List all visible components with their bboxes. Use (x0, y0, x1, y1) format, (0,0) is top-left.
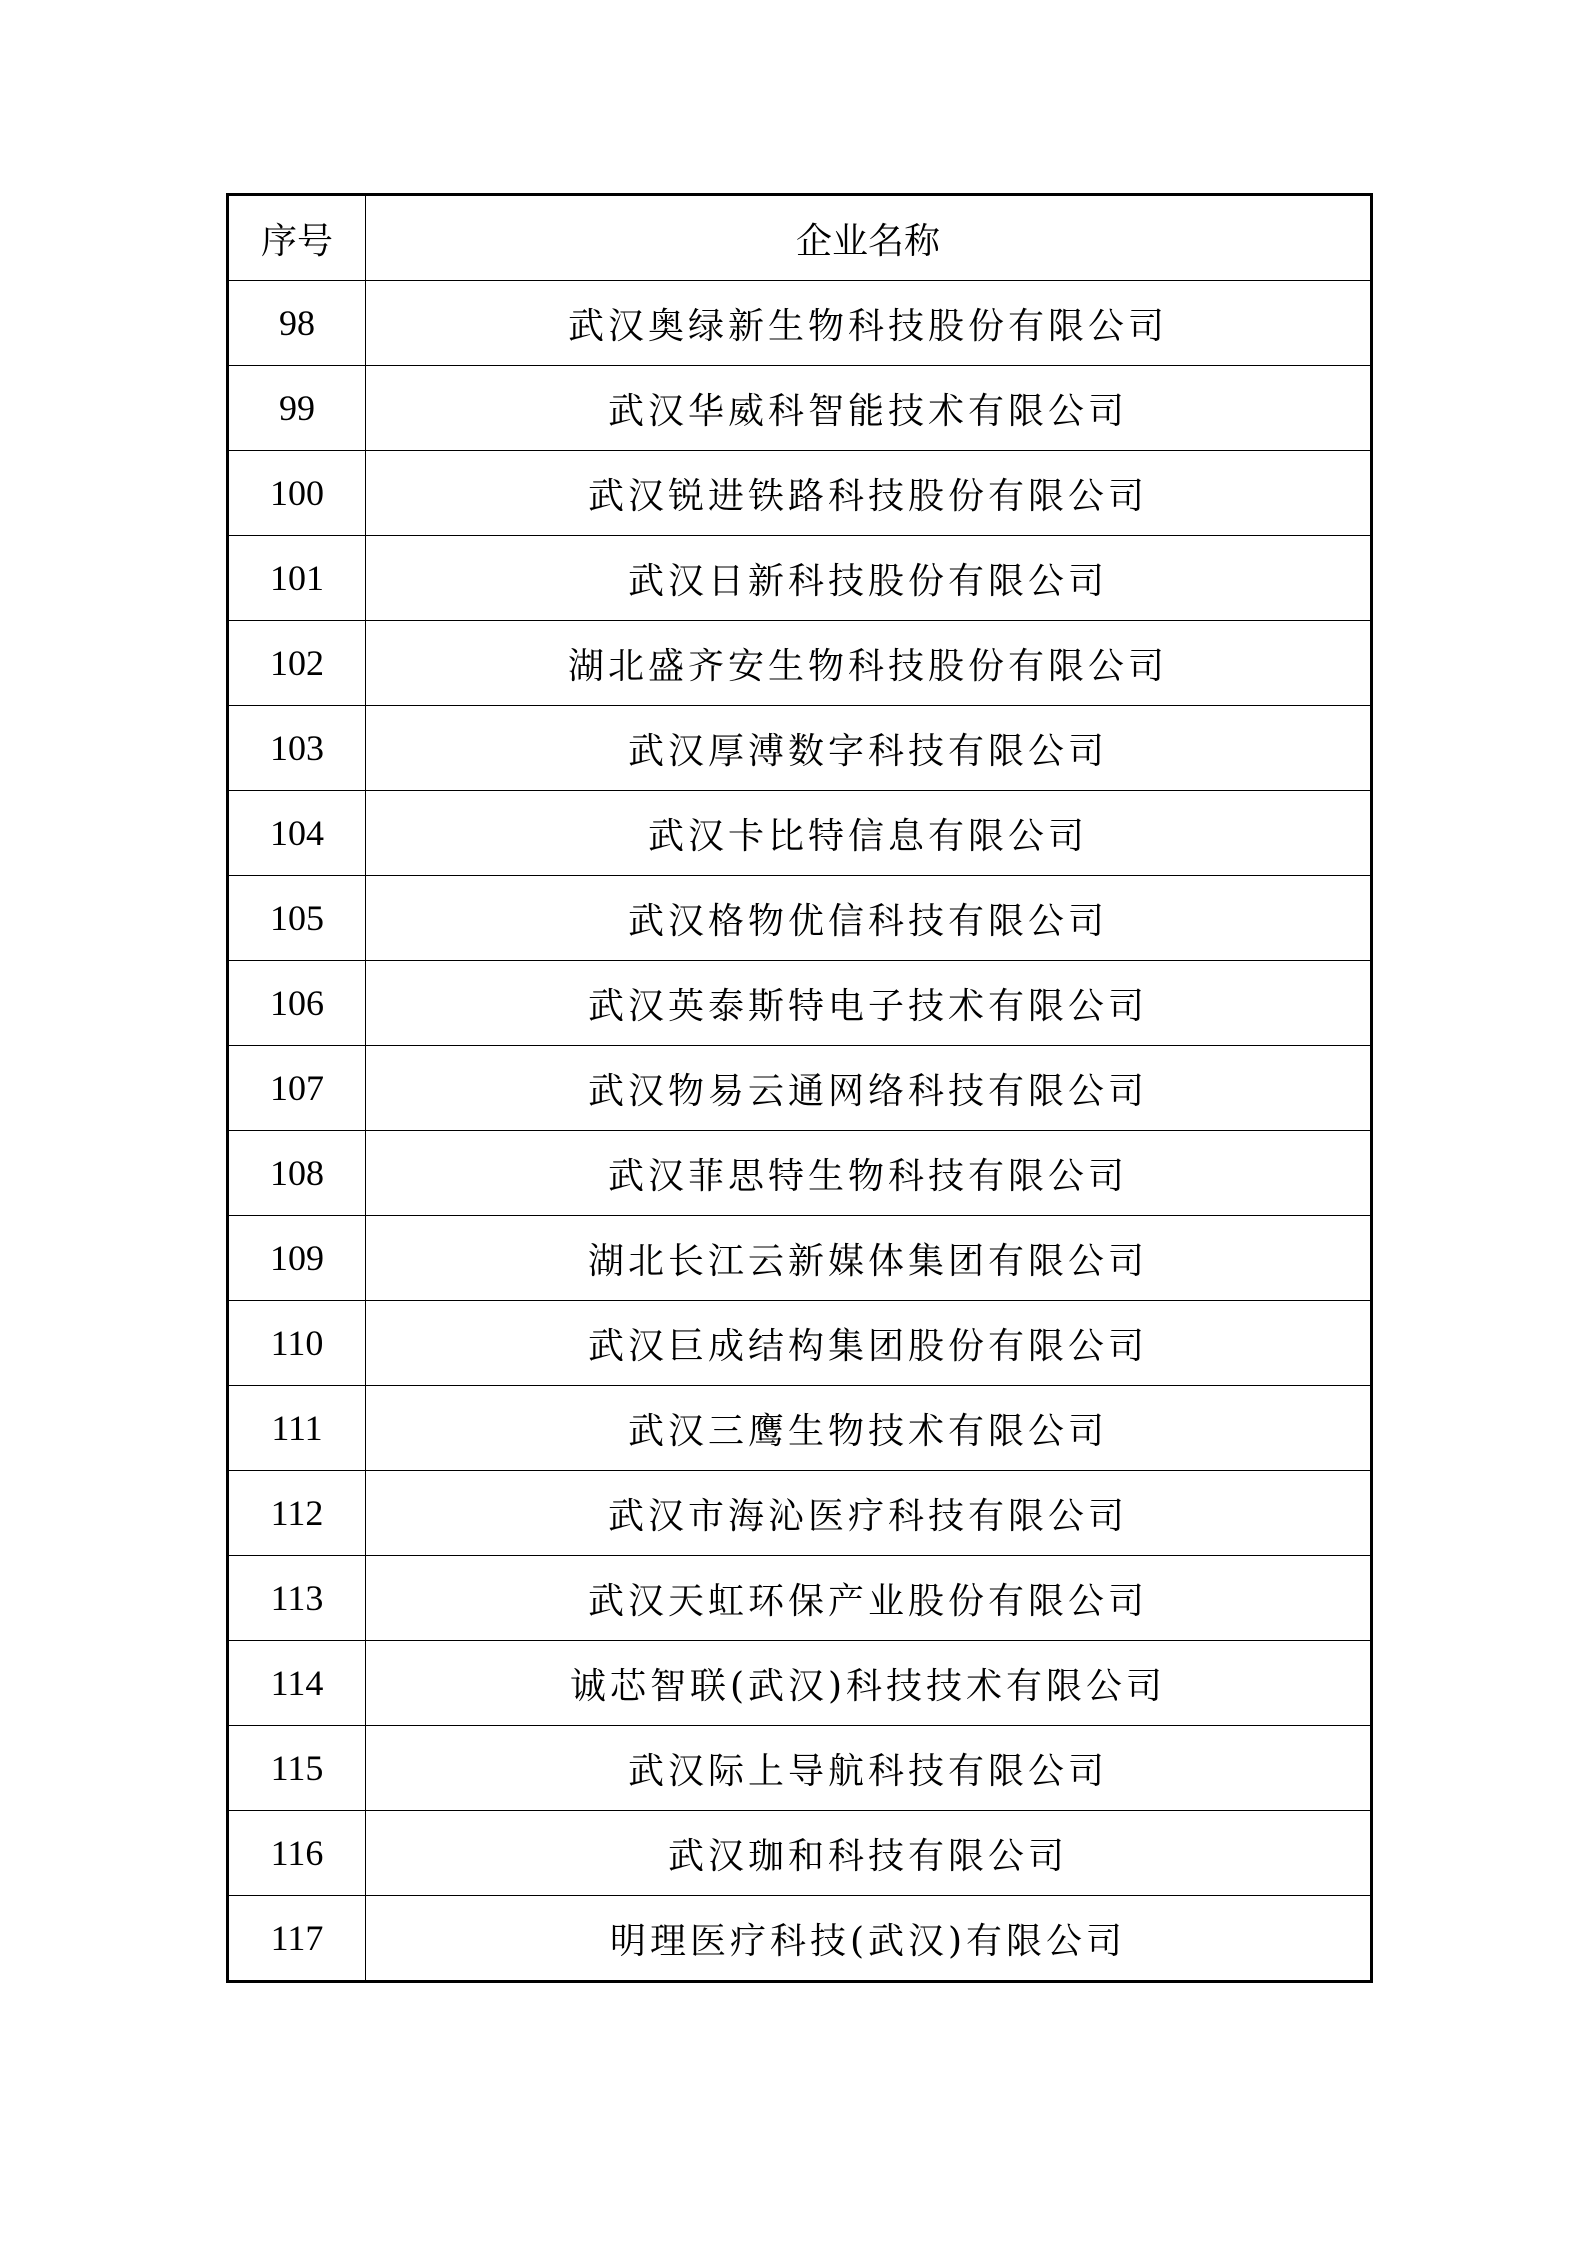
enterprise-name-cell: 武汉物易云通网络科技有限公司 (366, 1046, 1372, 1131)
enterprise-name-cell: 武汉际上导航科技有限公司 (366, 1726, 1372, 1811)
enterprise-name-cell: 武汉珈和科技有限公司 (366, 1811, 1372, 1896)
serial-number-cell: 103 (228, 706, 366, 791)
enterprise-name-cell: 诚芯智联(武汉)科技技术有限公司 (366, 1641, 1372, 1726)
table-row (228, 1811, 1372, 1896)
table-row (228, 706, 1372, 791)
table-row (228, 451, 1372, 536)
table-row (228, 1301, 1372, 1386)
table-row (228, 1471, 1372, 1556)
serial-number-cell: 114 (228, 1641, 366, 1726)
enterprise-name-cell: 湖北盛齐安生物科技股份有限公司 (366, 621, 1372, 706)
serial-number-cell: 109 (228, 1216, 366, 1301)
table-row (228, 1131, 1372, 1216)
table-row (228, 1386, 1372, 1471)
serial-number-cell: 99 (228, 366, 366, 451)
table-row (228, 791, 1372, 876)
table-row (228, 1896, 1372, 1982)
enterprise-name-cell: 武汉格物优信科技有限公司 (366, 876, 1372, 961)
enterprise-table (226, 193, 1373, 1983)
serial-number-cell: 98 (228, 281, 366, 366)
enterprise-name-cell: 武汉菲思特生物科技有限公司 (366, 1131, 1372, 1216)
enterprise-name-cell: 明理医疗科技(武汉)有限公司 (366, 1896, 1372, 1982)
enterprise-name-cell: 武汉三鹰生物技术有限公司 (366, 1386, 1372, 1471)
header-enterprise-name: 企业名称 (366, 195, 1372, 281)
serial-number-cell: 112 (228, 1471, 366, 1556)
serial-number-cell: 106 (228, 961, 366, 1046)
table-row (228, 961, 1372, 1046)
enterprise-name-cell: 武汉卡比特信息有限公司 (366, 791, 1372, 876)
table-row (228, 366, 1372, 451)
enterprise-name-cell: 武汉巨成结构集团股份有限公司 (366, 1301, 1372, 1386)
serial-number-cell: 104 (228, 791, 366, 876)
enterprise-name-cell: 武汉奥绿新生物科技股份有限公司 (366, 281, 1372, 366)
enterprise-name-cell: 湖北长江云新媒体集团有限公司 (366, 1216, 1372, 1301)
enterprise-name-cell: 武汉厚溥数字科技有限公司 (366, 706, 1372, 791)
serial-number-cell: 108 (228, 1131, 366, 1216)
serial-number-cell: 101 (228, 536, 366, 621)
enterprise-name-cell: 武汉华威科智能技术有限公司 (366, 366, 1372, 451)
serial-number-cell: 113 (228, 1556, 366, 1641)
serial-number-cell: 117 (228, 1896, 366, 1982)
table-body (228, 281, 1372, 1982)
table-row (228, 536, 1372, 621)
table-row (228, 621, 1372, 706)
serial-number-cell: 110 (228, 1301, 366, 1386)
serial-number-cell: 102 (228, 621, 366, 706)
table-row (228, 1726, 1372, 1811)
enterprise-name-cell: 武汉市海沁医疗科技有限公司 (366, 1471, 1372, 1556)
enterprise-name-cell: 武汉天虹环保产业股份有限公司 (366, 1556, 1372, 1641)
table-row (228, 281, 1372, 366)
table-row (228, 1641, 1372, 1726)
serial-number-cell: 107 (228, 1046, 366, 1131)
header-serial-number: 序号 (228, 195, 366, 281)
serial-number-cell: 111 (228, 1386, 366, 1471)
table-row (228, 1046, 1372, 1131)
serial-number-cell: 115 (228, 1726, 366, 1811)
table-header-row (228, 195, 1372, 281)
table-row (228, 1216, 1372, 1301)
serial-number-cell: 105 (228, 876, 366, 961)
serial-number-cell: 100 (228, 451, 366, 536)
serial-number-cell: 116 (228, 1811, 366, 1896)
enterprise-name-cell: 武汉日新科技股份有限公司 (366, 536, 1372, 621)
table-row (228, 1556, 1372, 1641)
table-row (228, 876, 1372, 961)
enterprise-name-cell: 武汉锐进铁路科技股份有限公司 (366, 451, 1372, 536)
enterprise-name-cell: 武汉英泰斯特电子技术有限公司 (366, 961, 1372, 1046)
